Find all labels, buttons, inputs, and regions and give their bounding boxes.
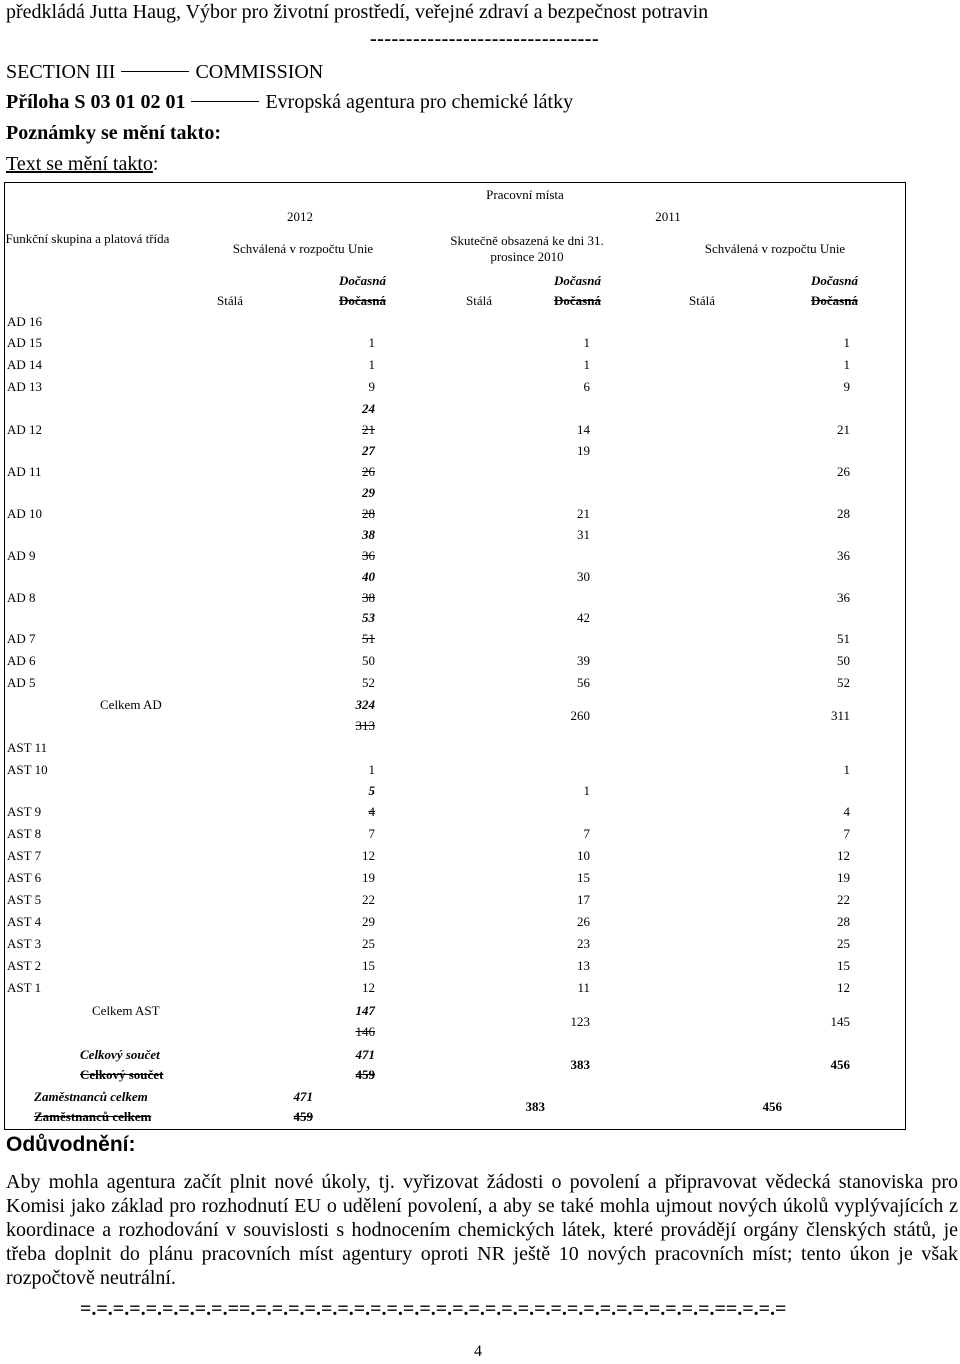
staff-total-2012-new: 471 <box>293 1089 313 1104</box>
table-row-ad-13-2012: 9 <box>368 379 375 394</box>
table-row-ad-5-2011: 52 <box>837 675 850 690</box>
table-row-ast-5-2011: 22 <box>837 892 850 907</box>
grand-total-label-old: Celkový součet <box>80 1067 164 1082</box>
temporary-old-2011: Dočasná <box>811 293 858 308</box>
table-row-ast-7-2011: 12 <box>837 848 850 863</box>
table-row-ad-6-label: AD 6 <box>7 653 36 668</box>
rule-divider <box>121 71 189 72</box>
table-row-ad-9-2012-old: 36 <box>362 548 375 563</box>
staff-total-2012-old: 459 <box>293 1109 313 1124</box>
table-row-ast-1-2011: 12 <box>837 980 850 995</box>
staff-total-label-new: Zaměstnanců celkem <box>34 1089 148 1104</box>
table-row-ast-8-2011: 7 <box>843 826 850 841</box>
table-row-ad-5-2010: 56 <box>577 675 590 690</box>
temporary-old-2012: Dočasná <box>339 293 386 308</box>
table-row-ast-2-2011: 15 <box>837 958 850 973</box>
text-changes-heading <box>6 152 158 176</box>
annex-heading <box>6 90 573 114</box>
separator: =.=.=.=.=.=.=.=.=.==.=.=.=.=.=.=.=.=.=.=.=.=.=.=.=.=.=.=.=.=.=.=.=.=.=.=.=.=.==.=.=.= <box>80 1298 787 1320</box>
table-row-ast-8-2012: 7 <box>368 826 375 841</box>
temporary-new-2010: Dočasná <box>554 273 601 288</box>
table-row-ad-10-2011: 28 <box>837 506 850 521</box>
table-row-ast-2-2010: 13 <box>577 958 590 973</box>
table-row-ast-8-label: AST 8 <box>7 826 42 841</box>
permanent-2012: Stálá <box>217 293 243 308</box>
table-row-ast-3-label: AST 3 <box>7 936 42 951</box>
table-row-ad-9-label: AD 9 <box>7 548 36 563</box>
table-row-ad-9-2011: 36 <box>837 548 850 563</box>
table-row-ad-11-2010: 19 <box>577 443 590 458</box>
table-row-ad-7-label: AD 7 <box>7 631 36 646</box>
table-row-ad-13-2010: 6 <box>583 379 590 394</box>
table-row-ad-10-2010: 21 <box>577 506 590 521</box>
permanent-2010: Stálá <box>466 293 492 308</box>
table-row-ad-15-2011: 1 <box>843 335 850 350</box>
table-row-ast-1-label: AST 1 <box>7 980 42 995</box>
table-row-ast-5-2010: 17 <box>577 892 590 907</box>
total-ad-2010: 260 <box>570 708 590 723</box>
total-ad-2011: 311 <box>830 708 850 723</box>
annex-label: Příloha S 03 01 02 01 <box>6 91 186 113</box>
table-row-ad-13-2011: 9 <box>843 379 850 394</box>
grand-total-2010: 383 <box>570 1057 590 1072</box>
section-value: COMMISSION <box>195 61 324 83</box>
total-ad-label: Celkem AD <box>100 697 162 712</box>
year-2012: 2012 <box>287 209 313 224</box>
total-ast-2012-old: 146 <box>355 1024 375 1039</box>
table-row-ast-3-2011: 25 <box>837 936 850 951</box>
table-row-ast-9-2012-new: 5 <box>368 783 375 798</box>
table-row-ad-7-2010: 42 <box>577 610 590 625</box>
grand-total-2011: 456 <box>830 1057 850 1072</box>
text-changes-colon: : <box>152 153 159 175</box>
staff-total-2010: 383 <box>525 1099 545 1114</box>
table-row-ast-3-2012: 25 <box>362 936 375 951</box>
annex-text: Evropská agentura pro chemické látky <box>265 91 574 113</box>
remarks-heading: Poznámky se mění takto: <box>6 122 221 144</box>
table-row-ast-3-2010: 23 <box>577 936 590 951</box>
text-changes-label: Text se mění takto <box>6 153 153 175</box>
table-row-ad-16-label: AD 16 <box>7 314 43 329</box>
table-row-ast-5-label: AST 5 <box>7 892 42 907</box>
rule-divider <box>191 101 259 102</box>
table-row-ad-15-label: AD 15 <box>7 335 43 350</box>
table-row-ast-5-2012: 22 <box>362 892 375 907</box>
table-row-ast-8-2010: 7 <box>583 826 590 841</box>
table-row-ast-6-label: AST 6 <box>7 870 42 885</box>
temporary-new-2011: Dočasná <box>811 273 858 288</box>
table-row-ast-7-2012: 12 <box>362 848 375 863</box>
total-ad-2012-old: 313 <box>355 718 375 733</box>
grand-total-label-new: Celkový součet <box>80 1047 160 1062</box>
table-row-ad-12-2012-old: 21 <box>362 422 375 437</box>
table-row-ad-11-2012-old: 26 <box>362 464 375 479</box>
approved-budget-2011: Schválená v rozpočtu Unie <box>704 241 846 256</box>
table-row-ad-8-label: AD 8 <box>7 590 36 605</box>
table-row-ast-6-2010: 15 <box>577 870 590 885</box>
staff-total-label-old: Zaměstnanců celkem <box>34 1109 152 1124</box>
table-row-ad-11-2012-new: 27 <box>362 443 375 458</box>
table-row-ast-9-2010: 1 <box>583 783 590 798</box>
table-row-ad-8-2012-old: 38 <box>362 590 375 605</box>
total-ast-2012-new: 147 <box>355 1003 375 1018</box>
table-row-ast-10-label: AST 10 <box>7 762 48 777</box>
table-row-ast-4-2012: 29 <box>362 914 375 929</box>
justification-body: Aby mohla agentura začít plnit nové úkoly, tj. vyřizovat žádosti o povolení a připravovat vědecká stanoviska pro Komisi jako základ pro rozhodnutí EU o udělení povolení, a aby se také mohla ujmout nových úkolů vyplývajících z koordinace a rozhodování v souvislosti s hodnocením chemických látek, které provádějí orgány členských států, je třeba doplnit do plánu pracovních míst agentury oproti NR ještě 10 nových pracovních míst; tento úkon je však rozpočtově neutrální. <box>6 1171 958 1289</box>
table-row-ad-14-2011: 1 <box>843 357 850 372</box>
table-row-ad-6-2010: 39 <box>577 653 590 668</box>
table-row-ad-7-2012-old: 51 <box>362 631 375 646</box>
year-2011: 2011 <box>655 209 681 224</box>
table-row-ad-10-2012-new: 29 <box>362 485 375 500</box>
table-row-ad-6-2011: 50 <box>837 653 850 668</box>
table-row-ad-15-2010: 1 <box>583 335 590 350</box>
table-title: Pracovní místa <box>486 187 564 202</box>
table-row-ad-6-2012: 50 <box>362 653 375 668</box>
page-number: 4 <box>474 1343 482 1360</box>
temporary-old-2010: Dočasná <box>554 293 601 308</box>
section-heading <box>6 60 323 84</box>
table-row-ad-14-2010: 1 <box>583 357 590 372</box>
table-row-ad-12-2011: 21 <box>837 422 850 437</box>
actual-filled-2010: Skutečně obsazená ke dni 31. prosince 2010 <box>450 233 604 264</box>
table-row-ast-6-2012: 19 <box>362 870 375 885</box>
table-row-ast-4-2011: 28 <box>837 914 850 929</box>
section-label: SECTION III <box>6 61 116 83</box>
table-row-ast-9-label: AST 9 <box>7 804 42 819</box>
table-row-ad-12-label: AD 12 <box>7 422 43 437</box>
total-ast-2010: 123 <box>570 1014 590 1029</box>
table-row-ad-11-label: AD 11 <box>7 464 42 479</box>
table-row-ad-9-2012-new: 38 <box>362 527 375 542</box>
table-row-ad-11-2011: 26 <box>837 464 850 479</box>
table-row-ad-5-label: AD 5 <box>7 675 36 690</box>
table-row-ad-10-label: AD 10 <box>7 506 43 521</box>
table-row-ad-9-2010: 31 <box>577 527 590 542</box>
table-row-ast-11-label: AST 11 <box>7 740 48 755</box>
table-row-ast-9-2011: 4 <box>843 804 850 819</box>
table-row-ad-12-2012-new: 24 <box>362 401 375 416</box>
table-row-ad-15-2012: 1 <box>368 335 375 350</box>
grand-total-2012-old: 459 <box>355 1067 375 1082</box>
table-row-ad-14-label: AD 14 <box>7 357 43 372</box>
justification-heading: Odůvodnění: <box>6 1133 136 1156</box>
temporary-new-2012: Dočasná <box>339 273 386 288</box>
header-line: předkládá Jutta Haug, Výbor pro životní prostředí, veřejné zdraví a bezpečnost potravin <box>6 1 709 23</box>
total-ast-label: Celkem AST <box>92 1003 160 1018</box>
table-row-ast-9-2012-old: 4 <box>368 804 375 819</box>
table-row-ad-12-2010: 14 <box>577 422 590 437</box>
permanent-2011: Stálá <box>689 293 715 308</box>
table-row-ast-4-label: AST 4 <box>7 914 42 929</box>
staff-total-2011: 456 <box>762 1099 782 1114</box>
table-row-ad-5-2012: 52 <box>362 675 375 690</box>
table-row-ast-7-label: AST 7 <box>7 848 42 863</box>
column-group-label: Funkční skupina a platová třída <box>5 231 170 246</box>
table-row-ad-8-2011: 36 <box>837 590 850 605</box>
table-row-ad-7-2012-new: 53 <box>362 610 375 625</box>
table-row-ast-4-2010: 26 <box>577 914 590 929</box>
establishment-plan-table <box>4 182 906 1130</box>
table-row-ast-2-2012: 15 <box>362 958 375 973</box>
dash-separator: -------------------------------- <box>370 28 600 50</box>
table-row-ast-10-2011: 1 <box>843 762 850 777</box>
table-row-ad-8-2010: 30 <box>577 569 590 584</box>
table-row-ad-13-label: AD 13 <box>7 379 43 394</box>
table-row-ad-14-2012: 1 <box>368 357 375 372</box>
table-row-ad-8-2012-new: 40 <box>362 569 375 584</box>
total-ast-2011: 145 <box>830 1014 850 1029</box>
total-ad-2012-new: 324 <box>355 697 375 712</box>
approved-budget-2012: Schválená v rozpočtu Unie <box>232 241 374 256</box>
table-row-ast-7-2010: 10 <box>577 848 590 863</box>
table-row-ast-1-2012: 12 <box>362 980 375 995</box>
table-row-ast-6-2011: 19 <box>837 870 850 885</box>
grand-total-2012-new: 471 <box>355 1047 375 1062</box>
table-row-ad-10-2012-old: 28 <box>362 506 375 521</box>
table-row-ad-7-2011: 51 <box>837 631 850 646</box>
table-row-ast-2-label: AST 2 <box>7 958 42 973</box>
table-row-ast-10-2012: 1 <box>368 762 375 777</box>
table-row-ast-1-2010: 11 <box>577 980 590 995</box>
